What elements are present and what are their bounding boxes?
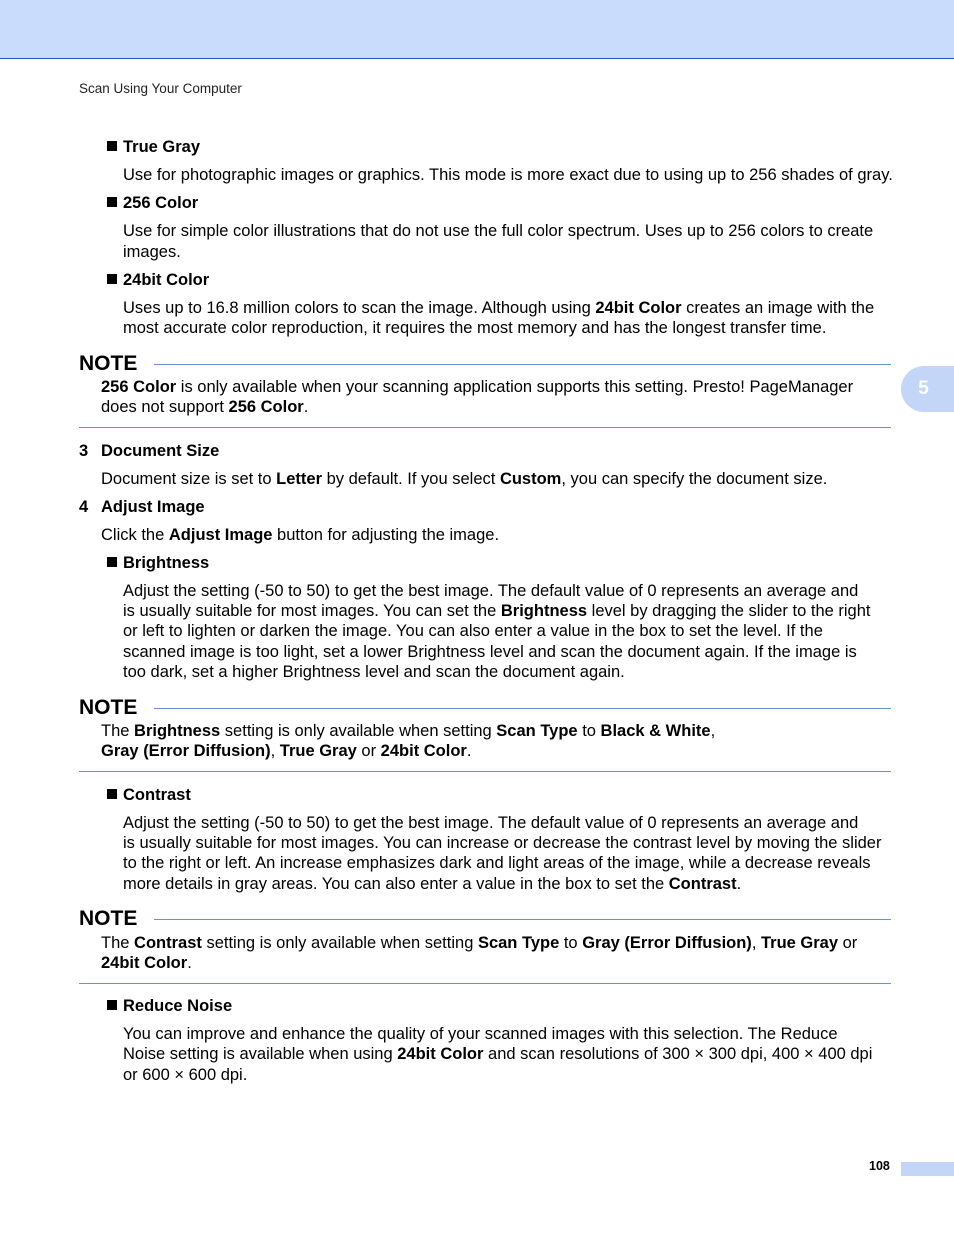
- contrast-line3: to the right or left. An increase emphasizes dark and light areas of the image, while a decrease reveals: [123, 854, 871, 872]
- bullet-square-icon: [107, 557, 117, 567]
- note-title: NOTE: [79, 907, 138, 930]
- note-title: NOTE: [79, 352, 138, 375]
- color-256-text-line1: Use for simple color illustrations that do not use the full color spectrum. Uses up to 256 colors to create: [123, 222, 874, 240]
- contrast-line2: is usually suitable for most images. You can increase or decrease the contrast level by moving the slider: [123, 834, 882, 852]
- brightness-line4: scanned image is too light, set a lower Brightness level and scan the document again. If the image is: [123, 643, 857, 661]
- step4-number: 4: [79, 498, 89, 516]
- bullet-square-icon: [107, 141, 117, 151]
- bit24-text-line2: most accurate color reproduction, it requires the most memory and has the longest transfer time.: [123, 319, 827, 337]
- bit24-heading: 24bit Color: [107, 270, 209, 290]
- bullet-square-icon: [107, 1000, 117, 1010]
- contrast-line4: more details in gray areas. You can also enter a value in the box to set the Contrast.: [123, 875, 742, 893]
- brightness-line2: is usually suitable for most images. You can set the Brightness level by dragging the slider to the right: [123, 602, 871, 620]
- note-title: NOTE: [79, 696, 138, 719]
- bullet-square-icon: [107, 197, 117, 207]
- bullet-square-icon: [107, 789, 117, 799]
- step4-heading: Adjust Image: [101, 498, 205, 516]
- header-band: [0, 0, 954, 59]
- note2-line1: The Brightness setting is only available when setting Scan Type to Black & White,: [101, 722, 716, 740]
- page-number-bar: [901, 1162, 954, 1176]
- bullet-square-icon: [107, 274, 117, 284]
- page-number: 108: [869, 1159, 890, 1173]
- step3-text: Document size is set to Letter by default. If you select Custom, you can specify the document size.: [101, 470, 828, 488]
- note1-line2: does not support 256 Color.: [101, 398, 309, 416]
- contrast-line1: Adjust the setting (-50 to 50) to get the best image. The default value of 0 represents an average and: [123, 814, 859, 832]
- reduce-noise-heading: Reduce Noise: [107, 996, 232, 1016]
- brightness-line3: or left to lighten or darken the image. You can also enter a value in the box to set the level. If the: [123, 622, 823, 640]
- note2-line2: Gray (Error Diffusion), True Gray or 24bit Color.: [101, 742, 472, 760]
- note-end-rule: [79, 427, 891, 428]
- contrast-heading: Contrast: [107, 785, 191, 805]
- true-gray-text: Use for photographic images or graphics. This mode is more exact due to using up to 256 shades of gray.: [123, 166, 893, 184]
- brightness-heading: Brightness: [107, 553, 209, 573]
- true-gray-heading: True Gray: [107, 137, 200, 157]
- brightness-line1: Adjust the setting (-50 to 50) to get the best image. The default value of 0 represents an average and: [123, 582, 859, 600]
- brightness-line5: too dark, set a higher Brightness level and scan the document again.: [123, 663, 625, 681]
- reduce-noise-line2: Noise setting is available when using 24bit Color and scan resolutions of 300 × 300 dpi, 400 × 400 dpi: [123, 1045, 873, 1063]
- bit24-text-line1: Uses up to 16.8 million colors to scan the image. Although using 24bit Color creates an image with the: [123, 299, 875, 317]
- color-256-text-line2: images.: [123, 243, 181, 261]
- note1-line1: 256 Color is only available when your scanning application supports this setting. Presto! PageManager: [101, 378, 854, 396]
- note-end-rule: [79, 771, 891, 772]
- step3-number: 3: [79, 442, 89, 460]
- note3-line1: The Contrast setting is only available when setting Scan Type to Gray (Error Diffusion), True Gray or: [101, 934, 858, 952]
- color-256-heading: 256 Color: [107, 193, 198, 213]
- step3-heading: Document Size: [101, 442, 220, 460]
- reduce-noise-line3: or 600 × 600 dpi.: [123, 1066, 248, 1084]
- note-rule: [154, 364, 891, 365]
- chapter-tab: 5: [901, 366, 954, 412]
- note3-line2: 24bit Color.: [101, 954, 192, 972]
- running-header: Scan Using Your Computer: [79, 81, 242, 96]
- step4-text: Click the Adjust Image button for adjusting the image.: [101, 526, 500, 544]
- note-end-rule: [79, 983, 891, 984]
- note-rule: [154, 708, 891, 709]
- reduce-noise-line1: You can improve and enhance the quality of your scanned images with this selection. The Reduce: [123, 1025, 838, 1043]
- note-rule: [154, 919, 891, 920]
